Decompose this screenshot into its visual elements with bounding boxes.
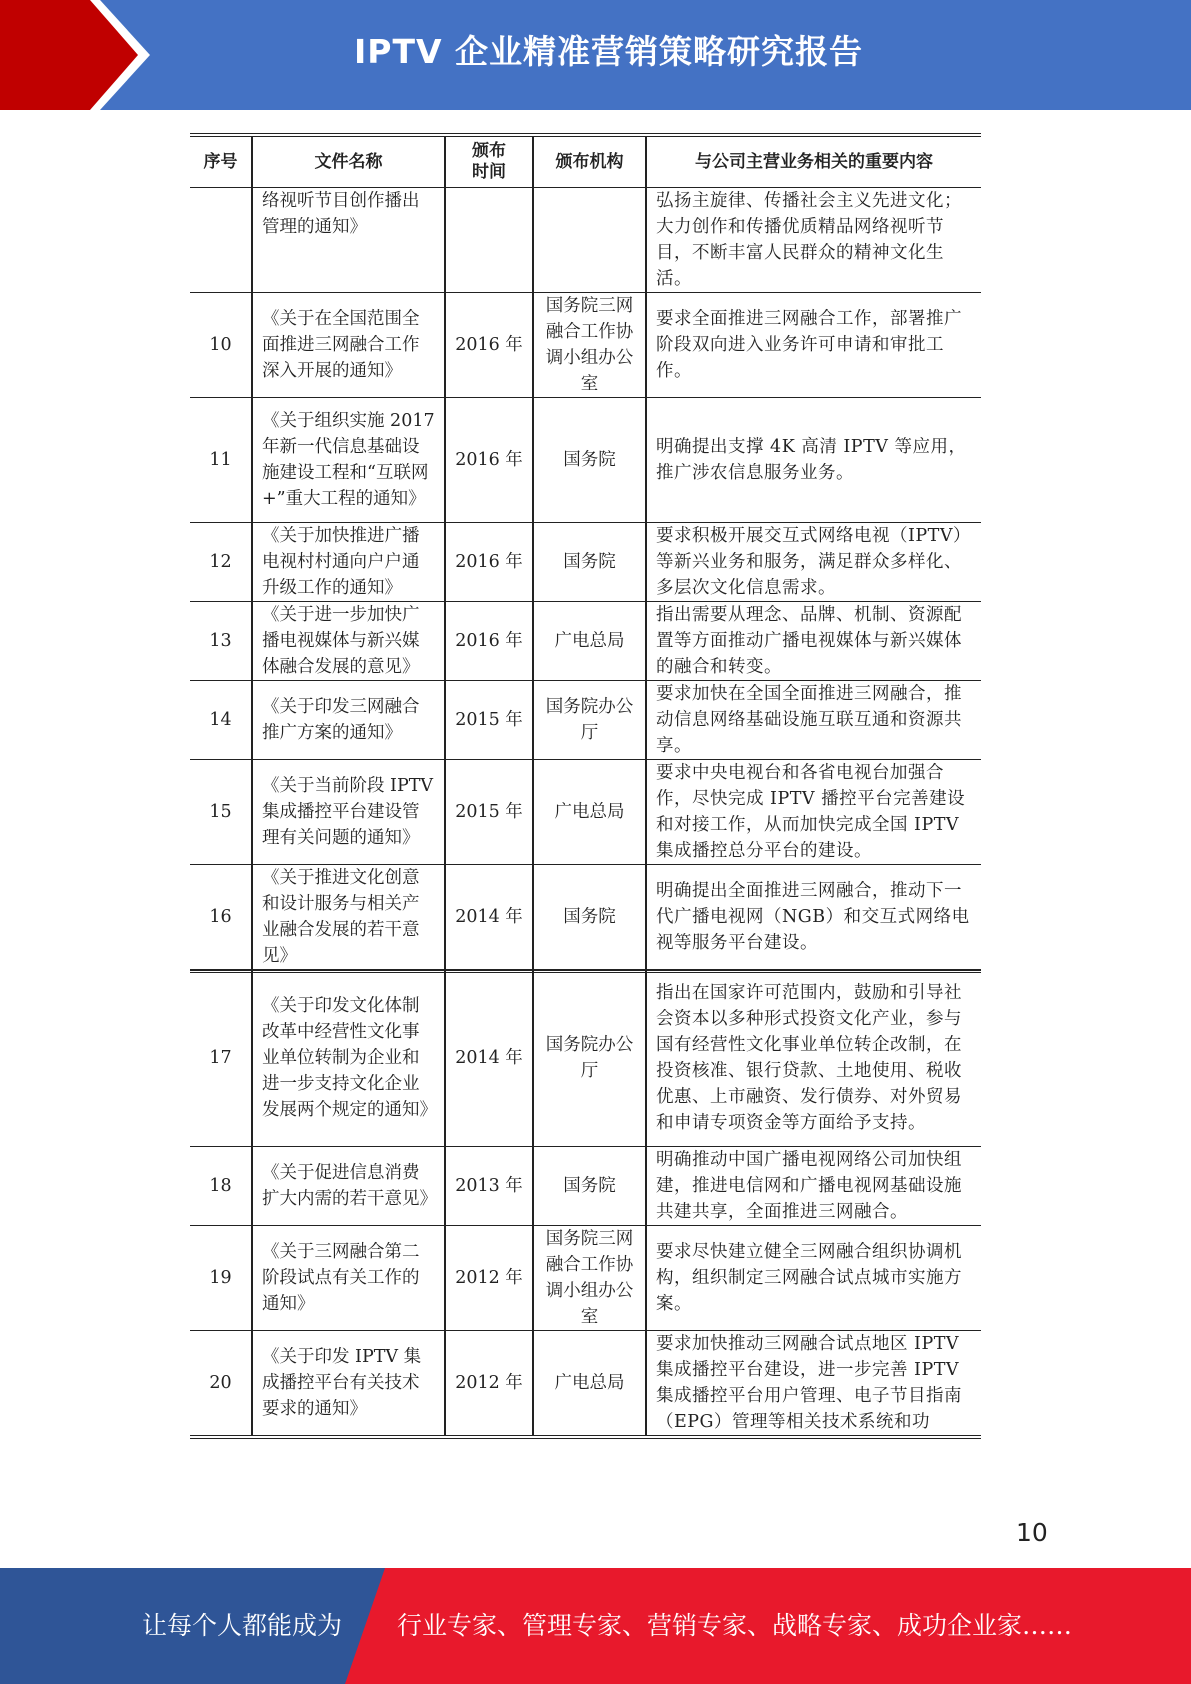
row-org: 国务院 [533,398,646,523]
row-year: 2012 年 [445,1330,533,1437]
row-name: 《关于促进信息消费扩大内需的若干意见》 [252,1146,445,1225]
column-header-content: 与公司主营业务相关的重要内容 [646,135,981,188]
footer-slogan-left: 让每个人都能成为 [142,1611,343,1640]
row-year: 2016 年 [445,293,533,398]
row-year: 2016 年 [445,602,533,681]
table-row [190,398,981,523]
table-row [190,1225,981,1330]
table-row [190,188,981,293]
table-row [190,681,981,760]
row-no: 10 [190,293,252,398]
table-row [190,865,981,972]
row-no: 12 [190,523,252,602]
table-row [190,760,981,865]
row-name: 《关于推进文化创意和设计服务与相关产业融合发展的若干意见》 [252,865,445,972]
policy-table-continued [190,969,981,1439]
table-row [190,1146,981,1225]
row-content: 要求加快推动三网融合试点地区 IPTV 集成播控平台建设，进一步完善 IPTV 集成播控平台用户管理、电子节目指南（EPG）管理等相关技术系统和功 [646,1330,981,1437]
row-name: 《关于印发文化体制改革中经营性文化事业单位转制为企业和进一步支持文化企业发展两个规定的通知》 [252,970,445,1146]
row-content: 要求积极开展交互式网络电视（IPTV）等新兴业务和服务，满足群众多样化、多层次文化信息需求。 [646,523,981,602]
row-org: 广电总局 [533,1330,646,1437]
row-no: 11 [190,398,252,523]
table-header-row [190,135,981,188]
row-year: 2015 年 [445,681,533,760]
table-row [190,293,981,398]
row-name: 《关于进一步加快广播电视媒体与新兴媒体融合发展的意见》 [252,602,445,681]
table-row [190,602,981,681]
row-content: 明确提出全面推进三网融合，推动下一代广播电视网（NGB）和交互式网络电视等服务平台建设。 [646,865,981,972]
row-content: 明确推动中国广播电视网络公司加快组建，推进电信网和广播电视网基础设施共建共享，全面推进三网融合。 [646,1146,981,1225]
row-content: 要求中央电视台和各省电视台加强合作，尽快完成 IPTV 播控平台完善建设和对接工作，从而加快完成全国 IPTV 集成播控总分平台的建设。 [646,760,981,865]
column-header-no: 序号 [190,135,252,188]
footer-slogan-right: 行业专家、管理专家、营销专家、战略专家、成功企业家…… [397,1611,1073,1640]
policy-table [190,133,981,973]
row-name: 《关于三网融合第二阶段试点有关工作的通知》 [252,1225,445,1330]
page-number: 10 [1016,1518,1048,1547]
report-title: IPTV 企业精准营销策略研究报告 [353,32,863,71]
row-org: 国务院 [533,1146,646,1225]
row-no: 19 [190,1225,252,1330]
row-org: 国务院办公厅 [533,681,646,760]
row-year: 2015 年 [445,760,533,865]
table-row [190,970,981,1146]
row-content: 明确提出支撑 4K 高清 IPTV 等应用，推广涉农信息服务业务。 [646,398,981,523]
column-header-org: 颁布机构 [533,135,646,188]
row-no [190,188,252,293]
row-year: 2012 年 [445,1225,533,1330]
row-content: 要求全面推进三网融合工作，部署推广阶段双向进入业务许可申请和审批工作。 [646,293,981,398]
row-no: 14 [190,681,252,760]
row-org [533,188,646,293]
row-no: 18 [190,1146,252,1225]
table-row [190,1330,981,1437]
row-no: 20 [190,1330,252,1437]
row-org: 国务院 [533,523,646,602]
row-name: 《关于组织实施 2017 年新一代信息基础设施建设工程和“互联网+”重大工程的通知》 [252,398,445,523]
row-content: 要求尽快建立健全三网融合组织协调机构，组织制定三网融合试点城市实施方案。 [646,1225,981,1330]
row-name: 《关于当前阶段 IPTV 集成播控平台建设管理有关问题的通知》 [252,760,445,865]
row-content: 指出需要从理念、品牌、机制、资源配置等方面推动广播电视媒体与新兴媒体的融合和转变。 [646,602,981,681]
row-name: 络视听节目创作播出管理的通知》 [252,188,445,293]
row-year: 2014 年 [445,970,533,1146]
row-org: 国务院三网融合工作协调小组办公室 [533,1225,646,1330]
row-year [445,188,533,293]
row-content: 弘扬主旋律、传播社会主义先进文化；大力创作和传播优质精品网络视听节目，不断丰富人民群众的精神文化生活。 [646,188,981,293]
footer-banner [0,1568,1191,1684]
row-org: 国务院 [533,865,646,972]
table-row [190,523,981,602]
row-org: 广电总局 [533,760,646,865]
row-year: 2013 年 [445,1146,533,1225]
row-year: 2016 年 [445,398,533,523]
row-no: 15 [190,760,252,865]
row-year: 2014 年 [445,865,533,972]
row-org: 广电总局 [533,602,646,681]
row-org: 国务院办公厅 [533,970,646,1146]
column-header-year: 颁布 时间 [445,135,533,188]
row-no: 17 [190,970,252,1146]
row-org: 国务院三网融合工作协调小组办公室 [533,293,646,398]
row-content: 指出在国家许可范围内，鼓励和引导社会资本以多种形式投资文化产业，参与国有经营性文化事业单位转企改制，在投资核准、银行贷款、土地使用、税收优惠、上市融资、发行债券、对外贸易和申请专项资金等方面给予支持。 [646,970,981,1146]
column-header-name: 文件名称 [252,135,445,188]
row-no: 16 [190,865,252,972]
row-name: 《关于印发三网融合推广方案的通知》 [252,681,445,760]
row-name: 《关于在全国范围全面推进三网融合工作深入开展的通知》 [252,293,445,398]
row-no: 13 [190,602,252,681]
row-name: 《关于加快推进广播电视村村通向户户通升级工作的通知》 [252,523,445,602]
row-content: 要求加快在全国全面推进三网融合，推动信息网络基础设施互联互通和资源共享。 [646,681,981,760]
row-name: 《关于印发 IPTV 集成播控平台有关技术要求的通知》 [252,1330,445,1437]
row-year: 2016 年 [445,523,533,602]
